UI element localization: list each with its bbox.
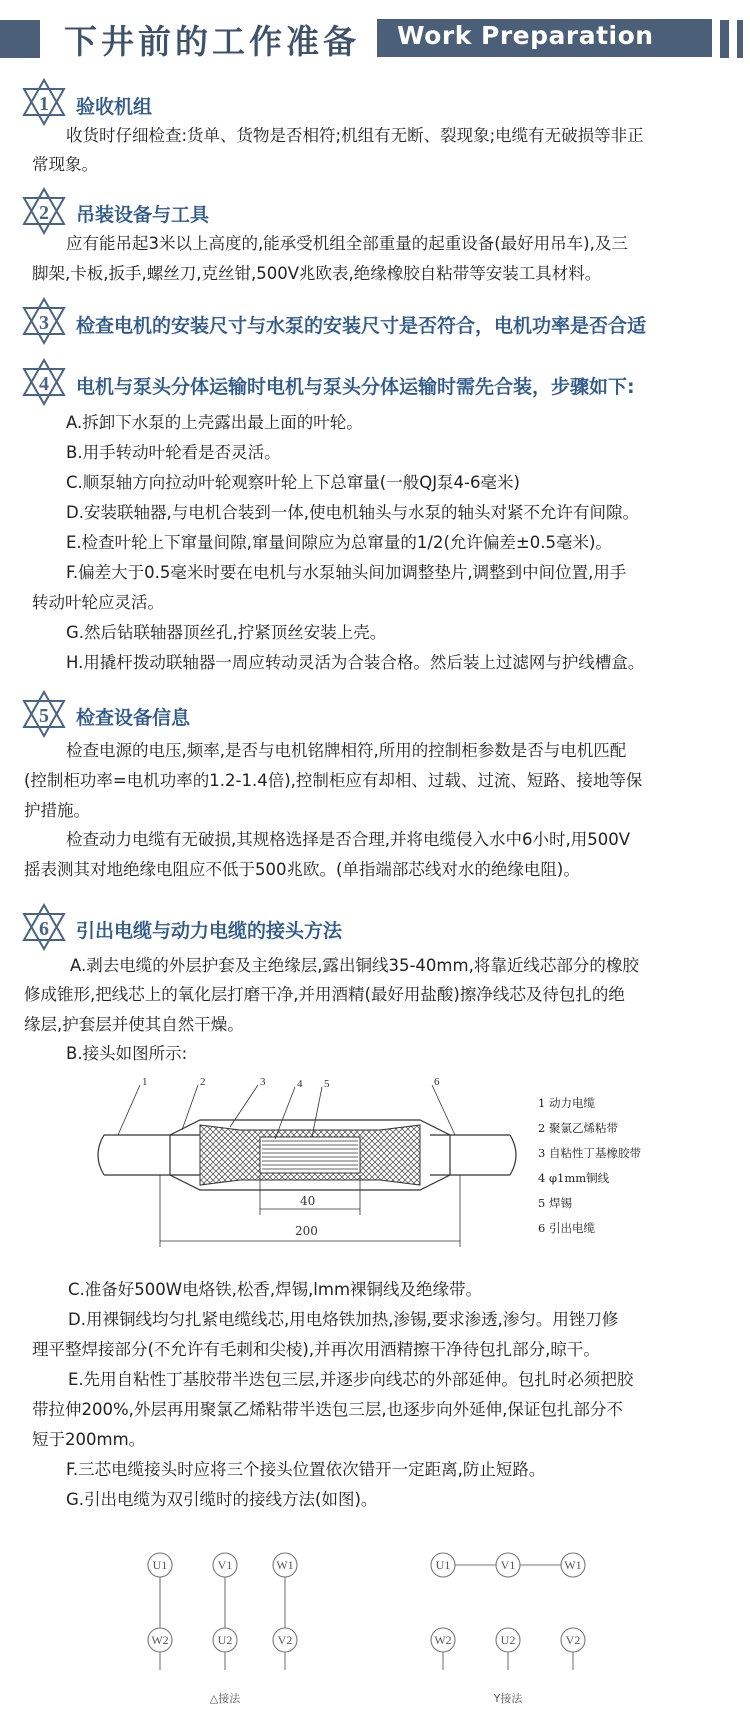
star-number-6-icon xyxy=(20,903,68,951)
svg-text:1: 1 xyxy=(142,1076,148,1088)
header-bar-left xyxy=(0,20,40,58)
svg-text:3: 3 xyxy=(39,312,49,334)
svg-text:U2: U2 xyxy=(500,1633,516,1647)
legend-item-4: 4 φ1mm铜线 xyxy=(538,1171,610,1185)
section-6-step-a-3: 缘层,护套层并使其自然干燥。 xyxy=(24,1015,244,1034)
svg-text:5: 5 xyxy=(39,705,49,727)
section-6-step-g: G.引出电缆为双引缆时的接线方法(如图)。 xyxy=(66,1490,378,1509)
page-title-cn: 下井前的工作准备 xyxy=(64,22,360,61)
section-4-step-h: H.用撬杆拨动联轴器一周应转动灵活为合装合格。然后装上过滤网与护线槽盒。 xyxy=(66,653,645,672)
svg-text:4: 4 xyxy=(297,1078,303,1090)
section-6-step-c: C.准备好500W电烙铁,松香,焊锡,lmm裸铜线及绝缘带。 xyxy=(68,1280,483,1299)
section-4-step-f: F.偏差大于0.5毫米时要在电机与水泵轴头间加调整垫片,调整到中间位置,用手 xyxy=(66,563,627,582)
svg-text:40: 40 xyxy=(300,1194,316,1208)
section-1-line-2: 常现象。 xyxy=(32,155,98,174)
star-number-5-icon xyxy=(20,690,68,738)
section-4-step-a: A.拆卸下水泵的上壳露出最上面的叶轮。 xyxy=(66,413,363,432)
legend-item-2: 2 聚氯乙烯粘带 xyxy=(538,1121,618,1135)
section-6-title: 引出电缆与动力电缆的接头方法 xyxy=(76,920,343,942)
section-6-step-d-2: 理平整焊接部分(不允许有毛刺和尖棱),并再次用酒精擦干净待包扎部分,晾干。 xyxy=(32,1340,600,1359)
section-5-line-3: 护措施。 xyxy=(24,801,90,820)
svg-text:4: 4 xyxy=(39,373,49,395)
legend-item-3: 3 自粘性丁基橡胶带 xyxy=(538,1146,641,1160)
svg-text:△接法: △接法 xyxy=(209,1692,241,1705)
star-number-3-icon xyxy=(20,297,68,345)
section-1-title: 验收机组 xyxy=(76,96,153,118)
section-4-step-b: B.用手转动叶轮看是否灵活。 xyxy=(66,443,281,462)
svg-text:W2: W2 xyxy=(151,1633,169,1647)
svg-text:W1: W1 xyxy=(276,1558,294,1572)
section-4-step-f-cont: 转动叶轮应灵活。 xyxy=(32,593,164,612)
svg-text:6: 6 xyxy=(39,918,49,940)
section-4-step-e: E.检查叶轮上下窜量间隙,窜量间隙应为总窜量的1/2(允许偏差±0.5毫米)。 xyxy=(66,533,612,552)
star-number-4-icon xyxy=(20,358,68,406)
svg-text:1: 1 xyxy=(39,93,49,115)
svg-text:U2: U2 xyxy=(217,1633,233,1647)
star-number-1-icon xyxy=(20,78,68,126)
section-5-line-1: 检查电源的电压,频率,是否与电机铭牌相符,所用的控制柜参数是否与电机匹配 xyxy=(66,741,627,760)
section-6-step-e-3: 短于200mm。 xyxy=(32,1430,146,1449)
svg-text:Y接法: Y接法 xyxy=(493,1692,523,1705)
svg-text:W1: W1 xyxy=(564,1558,582,1572)
legend-item-5: 5 焊锡 xyxy=(538,1196,572,1210)
section-4-step-g: G.然后钻联轴器顶丝孔,拧紧顶丝安装上壳。 xyxy=(66,623,387,642)
svg-text:U1: U1 xyxy=(435,1558,451,1572)
legend-item-1: 1 动力电缆 xyxy=(538,1096,595,1110)
section-4-step-d: D.安装联轴器,与电机合装到一体,使电机轴头与水泵的轴头对紧不允许有间隙。 xyxy=(66,503,639,522)
section-6-step-a-2: 修成锥形,把线芯上的氧化层打磨干净,并用酒精(最好用盐酸)擦净线芯及待包扎的绝 xyxy=(24,985,625,1004)
section-6-step-d: D.用裸铜线均匀扎紧电缆线芯,用电烙铁加热,渗锡,要求渗透,渗匀。用锉刀修 xyxy=(68,1310,619,1329)
section-6-step-f: F.三芯电缆接头时应将三个接头位置依次错开一定距离,防止短路。 xyxy=(66,1460,546,1479)
section-2-line-1: 应有能吊起3米以上高度的,能承受机组全部重量的起重设备(最好用吊车),及三 xyxy=(66,234,628,253)
section-6-step-e: E.先用自粘性丁基胶带半迭包三层,并逐步向线芯的外部延伸。包扎时必须把胶 xyxy=(68,1370,634,1389)
legend-item-6: 6 引出电缆 xyxy=(538,1221,595,1235)
section-6-step-b: B.接头如图所示: xyxy=(66,1044,188,1063)
svg-text:2: 2 xyxy=(39,202,49,224)
page-title-en: Work Preparation xyxy=(397,21,654,50)
section-4-step-c: C.顺泵轴方向拉动叶轮观察叶轮上下总窜量(一般QJ泵4-6毫米) xyxy=(66,473,520,492)
wiring-diagram-y xyxy=(415,1540,615,1710)
svg-text:5: 5 xyxy=(324,1078,330,1090)
svg-text:V1: V1 xyxy=(500,1558,516,1572)
svg-text:U1: U1 xyxy=(152,1558,168,1572)
header-bar-right-2 xyxy=(737,20,743,58)
svg-text:6: 6 xyxy=(434,1076,440,1088)
svg-text:V2: V2 xyxy=(565,1633,581,1647)
svg-text:2: 2 xyxy=(200,1076,206,1088)
section-2-line-2: 脚架,卡板,扳手,螺丝刀,克丝钳,500V兆欧表,绝缘橡胶自粘带等安装工具材料。 xyxy=(32,264,602,283)
section-2-title: 吊装设备与工具 xyxy=(76,204,210,226)
svg-text:V2: V2 xyxy=(277,1633,293,1647)
section-6-step-a: A.剥去电缆的外层护套及主绝缘层,露出铜线35-40mm,将靠近线芯部分的橡胶 xyxy=(70,956,639,975)
wiring-diagram-delta xyxy=(130,1540,330,1710)
section-5-line-5: 摇表测其对地绝缘电阻应不低于500兆欧。(单指端部芯线对水的绝缘电阻)。 xyxy=(24,860,580,879)
section-4-title: 电机与泵头分体运输时电机与泵头分体运输时需先合装，步骤如下: xyxy=(76,376,635,398)
section-3-title: 检查电机的安装尺寸与水泵的安装尺寸是否符合，电机功率是否合适 xyxy=(76,315,647,337)
header-bar-right-1 xyxy=(720,20,729,58)
section-5-line-2: (控制柜功率=电机功率的1.2-1.4倍),控制柜应有却相、过载、过流、短路、接地等保 xyxy=(24,771,643,790)
svg-text:3: 3 xyxy=(260,1076,266,1088)
section-5-title: 检查设备信息 xyxy=(76,707,191,729)
svg-text:V1: V1 xyxy=(217,1558,233,1572)
star-number-2-icon xyxy=(20,187,68,235)
svg-text:200: 200 xyxy=(295,1224,318,1238)
section-1-line-1: 收货时仔细检查:货单、货物是否相符;机组有无断、裂现象;电缆有无破损等非正 xyxy=(66,126,644,145)
section-5-line-4: 检查动力电缆有无破损,其规格选择是否合理,并将电缆侵入水中6小时,用500V xyxy=(66,830,631,849)
cable-joint-diagram xyxy=(90,1075,530,1255)
section-6-step-e-2: 带拉伸200%,外层再用聚氯乙烯粘带半迭包三层,也逐步向外延伸,保证包扎部分不 xyxy=(32,1400,623,1419)
svg-text:W2: W2 xyxy=(434,1633,452,1647)
